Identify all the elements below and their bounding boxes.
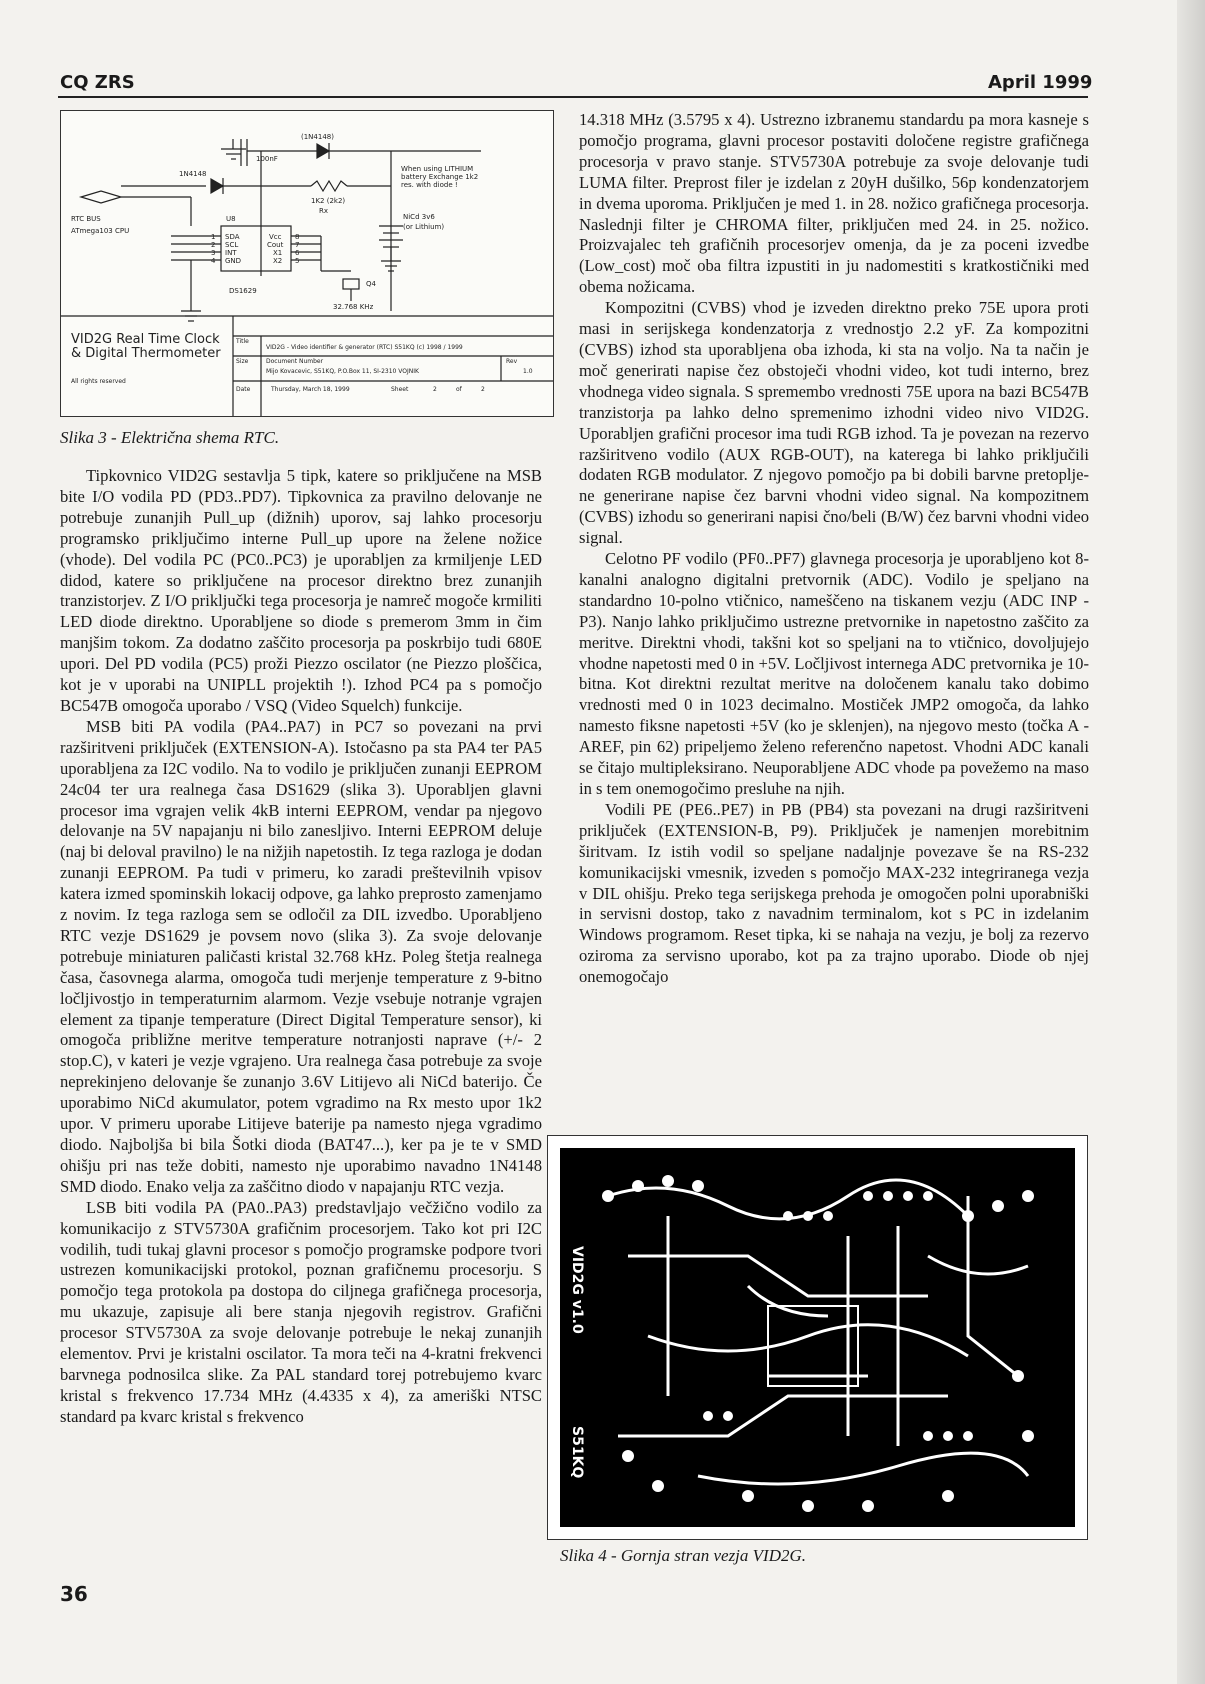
right-paragraph-4: Vodili PE (PE6..PE7) in PB (PB4) sta povezani na drugi razširitveni priključek (EXTENSION-B, P9). Priključek je namenjen morebitnim širitvam. Iz istih vodil so speljane nadaljnje povezave še na RS-232 komunikacijski vmesnik, izveden s pomočjo MAX-232 integriranega vezja v DIL ohišju. Preko tega serijskega prehoda je omogočen polni uporabniški in servisni dostop, tako z navadnim terminalom, kot s PC in izdelanim Windows programom. Reset tipka, ki se nahaja na vezju, je bolj za rezervo oziroma za servisno uporabo, kot pa za trajno uporabo. Diode ob njej onemogočajo bbox=[579, 799, 1089, 987]
tb-rights: All rights reserved bbox=[71, 378, 126, 385]
pin-int: INT bbox=[225, 249, 237, 257]
diode-top-label: (1N4148) bbox=[301, 133, 334, 141]
pcb-label-bottom: S51KQ bbox=[569, 1426, 585, 1479]
pin-6: 6 bbox=[295, 249, 300, 257]
figure4-caption: Slika 4 - Gornja stran vezja VID2G. bbox=[560, 1546, 807, 1565]
rtc-schematic bbox=[60, 110, 554, 417]
pin-sda: SDA bbox=[225, 233, 240, 241]
note-line2: battery Exchange 1k2 bbox=[401, 173, 479, 181]
pcb-drawing bbox=[548, 1136, 1087, 1539]
nicd-label: NiCd 3v6 bbox=[403, 213, 435, 221]
right-paragraph-1: 14.318 MHz (3.5795 x 4). Ustrezno izbranemu standardu pa mora kasneje s pomočjo programa, glavni procesor postaviti določene registre grafičnega procesorja v pravo stanje. STV5730A potrebuje za svoje delovanje tudi LUMA filter. Preprost filer je izdelan z 20yH dušilko, 56p kondenzatorjem in dvema uporoma. Priključen je med 1. in 28. nožico grafičnega procesorja. Naslednji filter je CHROMA filter, priključen med 24. in 25. nožico. Proizvajalec teh grafičnih procesorjev omenja, da je za poceni izvedbe (Low_cost) moč oba filtra izpustiti in ju nadomestiti s kratkostičniki med obema nožicama. bbox=[579, 110, 1089, 297]
pin-4: 4 bbox=[211, 257, 216, 265]
pin-vcc: Vcc bbox=[269, 233, 282, 241]
pin-1: 1 bbox=[211, 233, 216, 241]
tb-size-label: Size bbox=[236, 358, 249, 365]
u8-label: U8 bbox=[226, 215, 236, 223]
cap-label: 100nF bbox=[256, 155, 278, 163]
tb-title-value: VID2G - Video identifier & generator (RTC) S51KQ (c) 1998 / 1999 bbox=[266, 344, 463, 351]
page-edge-shadow bbox=[1177, 0, 1205, 1684]
cpu-label: ATmega103 CPU bbox=[71, 227, 130, 235]
tb-docnum-value: Mijo Kovacevic, S51KQ, P.O.Box 11, SI-2310 VOJNIK bbox=[266, 368, 419, 375]
pin-cout: Cout bbox=[267, 241, 284, 249]
tb-sheet-of: of bbox=[456, 386, 462, 393]
pin-gnd: GND bbox=[225, 257, 242, 265]
q4-label: Q4 bbox=[366, 280, 376, 288]
left-column bbox=[60, 466, 542, 1428]
tb-rev-label: Rev bbox=[506, 358, 518, 365]
tb-heading-1: VID2G Real Time Clock bbox=[71, 332, 220, 347]
pin-3: 3 bbox=[211, 249, 216, 257]
diode-left-label: 1N4148 bbox=[179, 170, 207, 178]
tb-title-label: Title bbox=[236, 338, 249, 345]
pin-2: 2 bbox=[211, 241, 216, 249]
tb-sheet-label: Sheet bbox=[391, 386, 409, 393]
tb-date-label: Date bbox=[236, 386, 251, 393]
tb-heading-2: & Digital Thermometer bbox=[71, 346, 221, 361]
magazine-name: CQ ZRS bbox=[60, 72, 135, 93]
rtc-bus-label: RTC BUS bbox=[71, 215, 101, 223]
right-column bbox=[579, 110, 1089, 988]
pcb-label-top: VID2G v1.0 bbox=[569, 1246, 585, 1334]
left-paragraph-1: Tipkovnico VID2G sestavlja 5 tipk, katere so priključene na MSB bite I/O vodila PD (PD3..PD7). Tipkovnica za pravilno delovanje ne potrebuje zunanjih Pull_up (dižnih) uporov, saj lahko procesorju programsko priključimo interne Pull_up upore na želene nožice (vhode). Del vodila PC (PC0..PC3) je uporabljen za krmiljenje LED didod, katere so priključene na procesor direktno brez zunanjih tranzistorjev. Z I/O priključki tega procesorja je namreč mogoče krmiliti LED diode direktno. Uporabljene so diode s premerom 3mm in čim manjšim tokom. Za dodatno zaščito procesorja pa poskrbijo tudi 680E upori. Del PD vodila (PC5) proži Piezzo oscilator (ne Piezzo ploščica, kot je v uporabi na UNIPLL projektih !). Izhod PC4 pa s pomočjo BC547B omogoča uporabo / VSQ (Video Squelch) funkcije. bbox=[60, 466, 542, 715]
resistor-value: 1K2 (2k2) bbox=[311, 197, 346, 205]
lithium-label: (or Lithium) bbox=[403, 223, 445, 231]
left-paragraph-3: LSB biti vodila PA (PA0..PA3) predstavljajo večžično vodilo za komunikacijo z STV5730A grafičnim procesorjem. Tako kot pri I2C vodilih, tudi tukaj glavni procesor s pomočjo programske podpore tvori ustrezen komunikacijski protokol, poznan grafičnemu procesorju. S pomočjo tega protokola pa dostopa do ciljnega grafičnega procesorja, mu ukazuje, zapisuje ali bere stanja njegovih registrov. Grafični procesor STV5730A za svoje delovanje potrebuje le nekaj zunanjih elementov. Prvi je kristalni oscilator. Ta mora teči na 4-kratni frekvenci barvnega podnosilca slike. Za PAL standard torej potrebujemo kvarc kristal s frekvenco 17.734 MHz (4.4335 x 4), za ameriški NTSC standard pa kvarc kristal s frekvenco bbox=[60, 1197, 542, 1426]
tb-docnum-label: Document Number bbox=[266, 358, 324, 365]
issue-date: April 1999 bbox=[988, 72, 1093, 93]
header-rule bbox=[58, 96, 1088, 98]
schematic-drawing bbox=[61, 111, 553, 416]
right-paragraph-2: Kompozitni (CVBS) vhod je izveden direktno preko 75E upora proti masi in serijskega kondenzatorja z vrednostjo 2.2 yF. Za kompozitni (CVBS) izhod sta uporabljena oba izhoda, ki sta na voljo. Na ta način je moč generirati napise čez obstoječi vhodni video, kot tudi interno, brez vhodnega video signala. S spremembo vrednosti 75E upora na bazi BC547B tranzistorja pa lahko delno spremenimo izhodni video nivo VID2G. Uporabljen grafični procesor ima tudi RGB izhod. Ta je povezan na rezervo razširitveno vodilo (AUX RGB-OUT), na katerega bi lahko priključili dodaten RGB modulator. Z njegovo pomočjo pa bi dobili barvne pretoplje-ne generirane napise čez barvni vhodni video signal. Na kompozitnem (CVBS) izhodu so generirani napisi čno/beli (B/W) čez barvni vhodni video signal. bbox=[579, 298, 1089, 548]
pin-scl: SCL bbox=[225, 241, 239, 249]
tb-sheet-total: 2 bbox=[481, 386, 485, 393]
rx-label: Rx bbox=[319, 207, 329, 215]
pcb-figure bbox=[547, 1135, 1088, 1540]
right-paragraph-3: Celotno PF vodilo (PF0..PF7) glavnega procesorja je uporabljeno kot 8-kanalni analogno digitalni pretvornik (ADC). Vodilo je speljano na standardno 10-polno vtičnico, nameščeno na tiskanem vezju (ADC INP - P3). Nanjo lahko priključimo ustrezne pretvornike in napetostno zaščito za meritve. Direktni vhodi, takšni kot so speljani na to vtičnico, dovoljujejo vhodne napetosti med 0 in +5V. Ločljivost internega ADC pretvornika je 10-bitna. Kot direktni rezultat meritve na določenem kanalu tako dobimo vrednosti med 0 in 1023 decimalno. Mostiček JMP2 omogoča, da lahko namesto fiksne napetosti +5V (ko je sklenjen), na njegovo mesto (točka A - AREF, pin 62) pripeljemo želeno referenčno napetost. Vhodni ADC kanali se čitajo multipleksirano. Neuporabljene ADC vhode pa povežemo na maso in s tem onemogočimo presluhe na njih. bbox=[579, 549, 1089, 798]
crystal-label: 32.768 KHz bbox=[333, 303, 374, 311]
pin-x2: X2 bbox=[273, 257, 283, 265]
ds1629-label: DS1629 bbox=[229, 287, 257, 295]
note-line1: When using LITHIUM bbox=[401, 165, 474, 173]
page-number: 36 bbox=[60, 1582, 88, 1606]
pin-x1: X1 bbox=[273, 249, 283, 257]
tb-date-value: Thursday, March 18, 1999 bbox=[271, 386, 350, 393]
pin-5: 5 bbox=[295, 257, 300, 265]
pin-7: 7 bbox=[295, 241, 300, 249]
tb-sheet-num: 2 bbox=[433, 386, 437, 393]
figure3-caption: Slika 3 - Električna shema RTC. bbox=[60, 428, 280, 447]
tb-rev-value: 1.0 bbox=[523, 368, 533, 375]
left-paragraph-2: MSB biti PA vodila (PA4..PA7) in PC7 so povezani na prvi razširitveni priključek (EXTENSION-A). Istočasno pa sta PA4 ter PA5 uporabljena za I2C vodilo. Na to vodilo je priključen zunanji EEPROM 24c04 ter ura realnega časa DS1629 (slika 3). Uporabljen glavni procesor ima vgrajen velik 4kB interni EEPROM, vendar pa njegovo delovanje na 5V napajanju ni bilo zanesljivo. Interni EEPROM deluje (naj bi deloval pravilno) le na nižjih napetostih. Iz tega razloga je dodan zunanji EEPROM. Pa tudi v primeru, ko zaradi preštevilnih vpisov katera izmed spominskih lokacij odpove, ga lahko preprosto zamenjamo z novim. Iz tega razloga sem se odločil za DIL izvedbo. Uporabljeno RTC vezje DS1629 je povsem novo (slika 3). Za svoje delovanje potrebuje miniaturen paličasti kristal 32.768 kHz. Poleg štetja realnega časa, časovnega alarma, omogoča tudi merjenje temperature z 9-bitno ločljivostjo in temperaturnim alarmom. Vezje vsebuje notranje vgrajen element za tipanje temperature (Direct Digital Temperature sensor), ki omogoča približne meritve temperature notranjosti naprave (+/- 2 stop.C), v kateri je vezje vgrajeno. Ura realnega časa potrebuje za svoje neprekinjeno delovanje še zunanjo 3.6V Litijevo ali NiCd baterijo. Če uporabimo NiCd akumulator, potem vgradimo na Rx mesto upor 1k2 upor. V primeru uporabe Litijeve baterije pa namesto njega vgradimo diodo. Najboljša bi bila Šotki dioda (BAT47...), ker pa je te v SMD ohišju pri nas teže dobiti, namesto nje uporabimo navadno 1N4148 SMD diodo. Enako velja za zaščitno diodo v napajanju RTC vezja. bbox=[60, 716, 542, 1196]
pin-8: 8 bbox=[295, 233, 300, 241]
note-line3: res. with diode ! bbox=[401, 181, 458, 189]
